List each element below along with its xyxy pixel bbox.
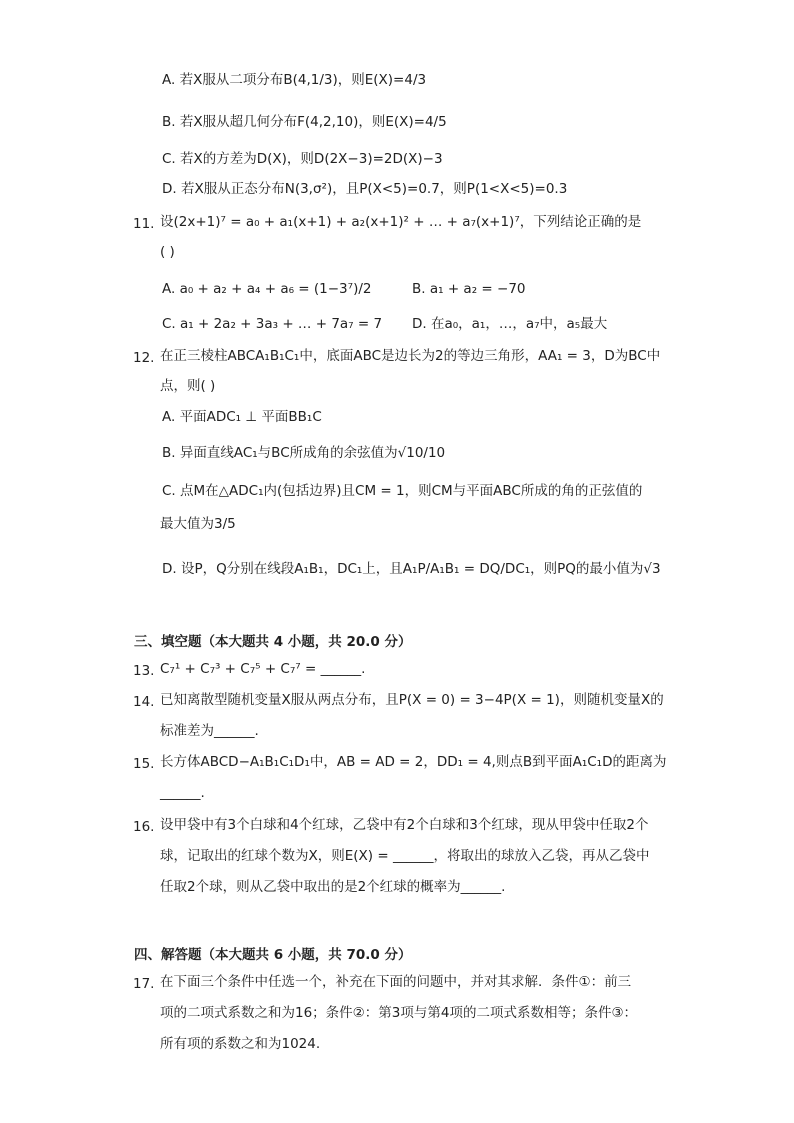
q11-option-d: D. 在a₀，a₁，…，a₇中，a₅最大 (412, 316, 608, 332)
q11-option-b: B. a₁ + a₂ = −70 (412, 281, 526, 297)
q12-stem-line1: 在正三棱柱ABCA₁B₁C₁中，底面ABC是边长为2的等边三角形，AA₁ = 3，D为BC中 (160, 348, 661, 364)
q13-line1: C₇¹ + C₇³ + C₇⁵ + C₇⁷ = ______. (160, 661, 366, 677)
q16-line3: 任取2个球，则从乙袋中取出的是2个红球的概率为______. (160, 879, 506, 895)
section4-heading: 四、解答题（本大题共 6 小题，共 70.0 分） (134, 947, 412, 963)
q12-number: 12. (133, 350, 155, 366)
q14-line2: 标准差为______. (160, 723, 259, 739)
q10-option-d: D. 若X服从正态分布N(3,σ²)，且P(X<5)=0.7，则P(1<X<5)=0.3 (162, 181, 568, 197)
q12-option-c: C. 点M在△ADC₁内(包括边界)且CM = 1，则CM与平面ABC所成的角的正弦值的 (162, 483, 643, 499)
q12-option-d: D. 设P，Q分别在线段A₁B₁，DC₁上，且A₁P/A₁B₁ = DQ/DC₁，则PQ的最小值为√3 (162, 561, 661, 577)
q12-option-a: A. 平面ADC₁ ⊥ 平面BB₁C (162, 409, 322, 425)
q15-line2: ______. (160, 785, 205, 801)
q15-line1: 长方体ABCD−A₁B₁C₁D₁中，AB = AD = 2，DD₁ = 4,则点B到平面A₁C₁D的距离为 (160, 754, 667, 770)
q12-option-c-cont: 最大值为3/5 (160, 516, 236, 532)
q15-number: 15. (133, 756, 155, 772)
q17-line2: 项的二项式系数之和为16；条件②：第3项与第4项的二项式系数相等；条件③： (160, 1005, 638, 1021)
section3-heading: 三、填空题（本大题共 4 小题，共 20.0 分） (134, 634, 412, 650)
q11-stem-line1: 设(2x+1)⁷ = a₀ + a₁(x+1) + a₂(x+1)² + … + a₇(x+1)⁷，下列结论正确的是 (160, 214, 642, 230)
q10-option-c: C. 若X的方差为D(X)，则D(2X−3)=2D(X)−3 (162, 151, 443, 167)
q11-option-a: A. a₀ + a₂ + a₄ + a₆ = (1−3⁷)/2 (162, 281, 372, 297)
q11-stem-line2: ( ) (160, 244, 175, 260)
q16-number: 16. (133, 819, 155, 835)
q12-option-b: B. 异面直线AC₁与BC所成角的余弦值为√10/10 (162, 445, 446, 461)
q14-line1: 已知离散型随机变量X服从两点分布，且P(X = 0) = 3−4P(X = 1)，则随机变量X的 (160, 692, 664, 708)
q17-number: 17. (133, 976, 155, 992)
q16-line2: 球，记取出的红球个数为X，则E(X) = ______，将取出的球放入乙袋，再从乙袋中 (160, 848, 650, 864)
q17-line3: 所有项的系数之和为1024. (160, 1036, 321, 1052)
q12-stem-line2: 点，则( ) (160, 378, 216, 394)
q10-option-a: A. 若X服从二项分布B(4,1/3)，则E(X)=4/3 (162, 72, 427, 88)
q11-option-c: C. a₁ + 2a₂ + 3a₃ + … + 7a₇ = 7 (162, 316, 383, 332)
q17-line1: 在下面三个条件中任选一个，补充在下面的问题中，并对其求解．条件①：前三 (160, 974, 632, 990)
q16-line1: 设甲袋中有3个白球和4个红球，乙袋中有2个白球和3个红球，现从甲袋中任取2个 (160, 817, 649, 833)
q13-number: 13. (133, 663, 155, 679)
q10-option-b: B. 若X服从超几何分布F(4,2,10)，则E(X)=4/5 (162, 114, 447, 130)
q11-number: 11. (133, 216, 155, 232)
q14-number: 14. (133, 694, 155, 710)
